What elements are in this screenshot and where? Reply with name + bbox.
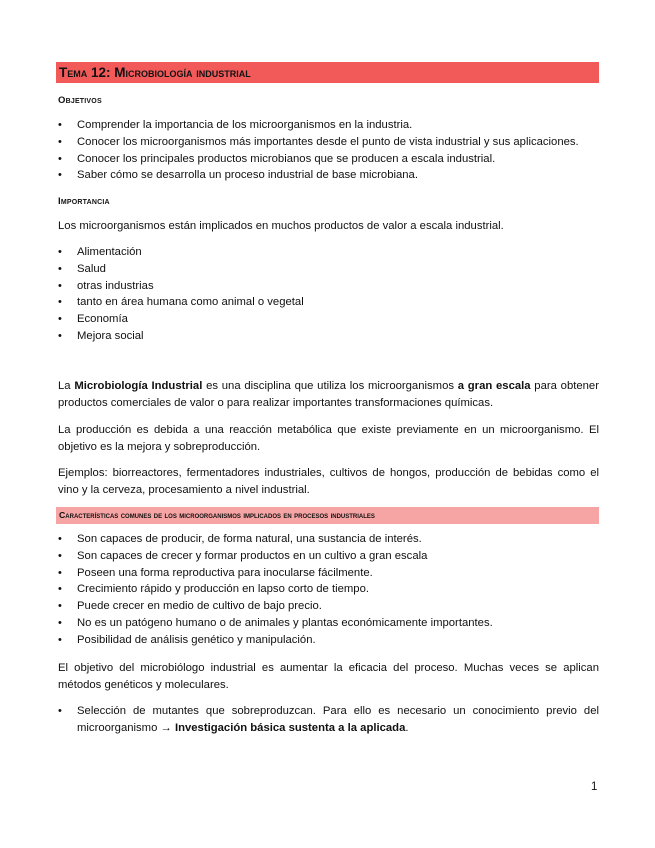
production-paragraph: La producción es debida a una reacción metabólica que existe previamente en un microorganismo. El objetivo es la mejora y sobreproducción. xyxy=(58,424,599,453)
list-item: • Crecimiento rápido y producción en lapso corto de tiempo. xyxy=(58,581,599,598)
list-item: • Salud xyxy=(58,261,599,278)
characteristics-heading: Características comunes de los microorganismos implicados en procesos industriales xyxy=(56,507,599,524)
list-item: • Conocer los microorganismos más importantes desde el punto de vista industrial y sus aplicaciones. xyxy=(58,134,599,151)
importancia-intro: Los microorganismos están implicados en muchos productos de valor a escala industrial. xyxy=(58,220,504,232)
list-item: • Conocer los principales productos microbianos que se producen a escala industrial. xyxy=(58,151,599,168)
list-item: • Saber cómo se desarrolla un proceso industrial de base microbiana. xyxy=(58,167,599,184)
list-item: • Posibilidad de análisis genético y manipulación. xyxy=(58,632,599,649)
list-item: • otras industrias xyxy=(58,278,599,295)
list-item: • Son capaces de crecer y formar productos en un cultivo a gran escala xyxy=(58,548,599,565)
list-item: • Poseen una forma reproductiva para inocularse fácilmente. xyxy=(58,565,599,582)
text-run: es una disciplina que utiliza los microorganismos xyxy=(202,380,458,392)
list-item: • No es un patógeno humano o de animales y plantas económicamente importantes. xyxy=(58,615,599,632)
bold-term: Microbiología Industrial xyxy=(74,380,203,392)
list-item: • Alimentación xyxy=(58,244,599,261)
list-item: • Puede crecer en medio de cultivo de bajo precio. xyxy=(58,598,599,615)
selection-list xyxy=(58,703,599,737)
text-run: La xyxy=(58,380,75,392)
characteristics-list xyxy=(58,531,599,649)
objetivos-list xyxy=(58,117,599,184)
definition-paragraph xyxy=(58,378,599,412)
list-item xyxy=(58,703,599,737)
page-number: 1 xyxy=(591,781,598,793)
objetivos-heading: Objetivos xyxy=(58,95,102,106)
objective-paragraph: El objetivo del microbiólogo industrial es aumentar la eficacia del proceso. Muchas veces se aplican métodos genéticos y moleculares. xyxy=(58,662,599,691)
list-item: • tanto en área humana como animal o vegetal xyxy=(58,294,599,311)
page-title: Tema 12: Microbiología industrial xyxy=(56,62,599,83)
list-item: • Mejora social xyxy=(58,328,599,345)
bold-term: Investigación básica sustenta a la aplicada xyxy=(174,721,406,734)
bold-term: a gran escala xyxy=(457,380,531,392)
importancia-heading: Importancia xyxy=(58,196,110,207)
list-item: • Economía xyxy=(58,311,599,328)
importancia-list xyxy=(58,244,599,345)
arrow-icon: → xyxy=(160,721,172,734)
list-item: • Comprender la importancia de los microorganismos en la industria. xyxy=(58,117,599,134)
text-run: para obtener productos comerciales de valor o para realizar importantes transformaciones químicas. xyxy=(58,380,599,409)
examples-paragraph: Ejemplos: biorreactores, fermentadores industriales, cultivos de hongos, producción de bebidas como el vino y la cerveza, procesamiento a nivel industrial. xyxy=(58,467,599,496)
text-run: Selección de mutantes que sobreproduzcan. Para ello es necesario un conocimiento previo del microorganismo xyxy=(77,705,599,734)
text-run: . xyxy=(405,721,409,734)
list-item: • Son capaces de producir, de forma natural, una sustancia de interés. xyxy=(58,531,599,548)
